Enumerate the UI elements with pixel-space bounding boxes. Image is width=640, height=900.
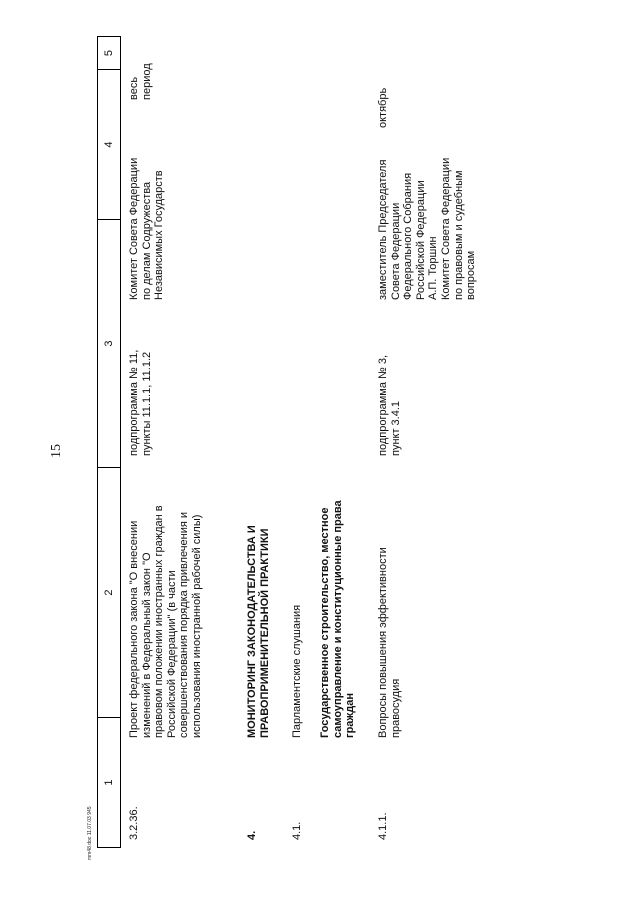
table-header-row	[97, 36, 121, 848]
page-number: 15	[49, 444, 64, 458]
group-heading: Государственное строительство, местное самоуправление и конституционные права граждан	[319, 500, 357, 738]
header-col-3: 3	[98, 220, 120, 468]
section-title: МОНИТОРИНГ ЗАКОНОДАТЕЛЬСТВА И ПРАВОПРИМЕНИТЕЛЬНОЙ ПРАКТИКИ	[246, 525, 271, 738]
row-name: Вопросы повышения эффективности правосудия	[377, 547, 402, 738]
subsection-number: 4.1.	[291, 821, 303, 840]
row-number: 3.2.36.	[128, 806, 140, 840]
section-number: 4.	[246, 830, 258, 840]
plan-table	[97, 36, 478, 848]
row-name: Проект федерального закона "О внесении изменений в Федеральный закон "О правовом положении иностранных граждан в Российской Федерации" (в части совершенствования порядка привлечения и использования иностранной рабочей силы)	[128, 505, 203, 738]
row-responsible: заместитель Председателя Совета Федерации Федерального Собрания Российской Федерации А.П. Торшин Комитет Совета Федерации по правовым и судебным вопросам	[377, 157, 478, 300]
row-responsible: Комитет Совета Федерации по делам Содружества Независимых Государств	[128, 157, 166, 300]
header-col-1: 1	[98, 718, 120, 848]
row-basis: подпрограмма № 3, пункт 3.4.1	[377, 354, 402, 456]
row-term: весь период	[128, 63, 153, 100]
header-col-5: 5	[98, 36, 120, 70]
header-col-2: 2	[98, 468, 120, 718]
row-number: 4.1.1.	[377, 812, 389, 840]
row-term: октябрь	[377, 87, 389, 128]
footer-note: mm48.doc 11.07.03 945	[87, 806, 93, 860]
row-basis: подпрограмма № 11, пункты 11.1.1, 11.1.2	[128, 349, 153, 456]
header-col-4: 4	[98, 70, 120, 220]
subsection-title: Парламентские слушания	[291, 604, 303, 738]
